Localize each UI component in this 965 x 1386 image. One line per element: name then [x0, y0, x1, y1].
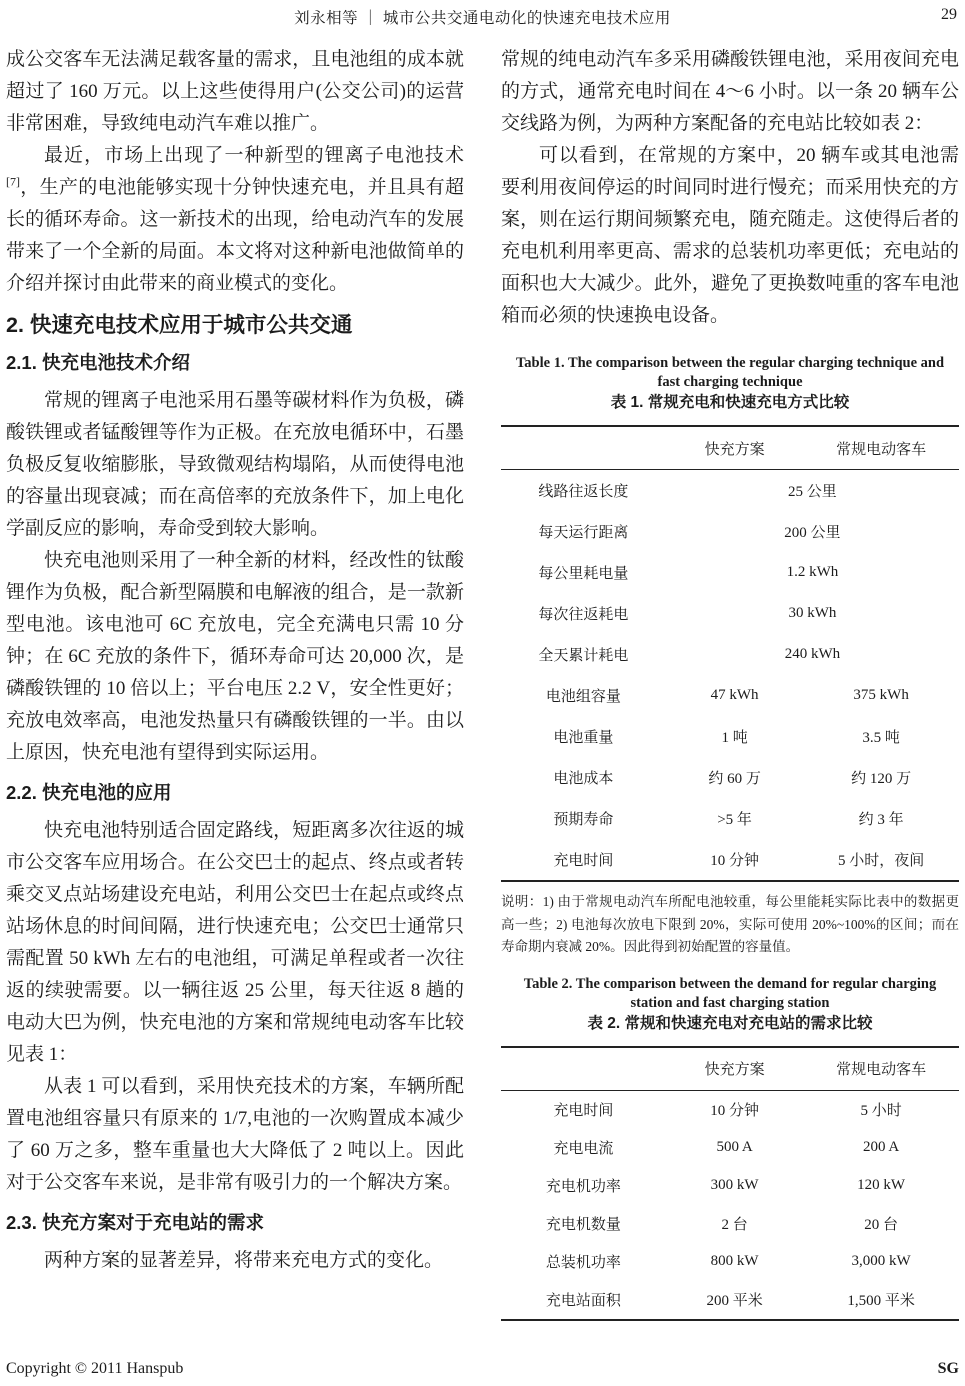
paragraph: 快充电池则采用了一种全新的材料，经改性的钛酸锂作为负极，配合新型隔膜和电解液的组合，是一款新型电池。该电池可 6C 充放电，完全充满电只需 10 分钟；在 6C 充放的条件下，循环寿命可达 20,000 次，是磷酸铁锂的 10 倍以上；平台电压 2.2 V，安全性更好；充放电效率高，电池发热量只有磷酸铁锂的一半。由以上原因，快充电池有望得到实际运用。: [6, 550, 464, 763]
row-value-regular: 约 3 年: [858, 812, 904, 828]
paragraph-continuation: 成公交客车无法满足载客量的需求，且电池组的成本就超过了 160 万元。以上这些使得用户(公交公司)的运营非常困难，导致纯电动汽车难以推广。: [6, 49, 464, 134]
table-row: [501, 798, 959, 839]
table-row: [501, 716, 959, 757]
subsection-heading-2-3: 2.3. 快充方案对于充电站的需求: [6, 1212, 264, 1233]
subsection-heading-2-1: 2.1. 快充电池技术介绍: [6, 352, 190, 373]
table1-caption-chinese: 表 1. 常规充电和快速充电方式比较: [610, 394, 850, 411]
row-label: 线路往返长度: [538, 484, 629, 500]
table-row: [501, 1243, 959, 1281]
row-value-regular: 约 120 万: [851, 771, 912, 787]
table1-comparison-charging-technique: [501, 425, 959, 882]
row-value-span: 25 公里: [788, 484, 837, 500]
row-value-regular: 3,000 kW: [851, 1253, 911, 1269]
table-row: [501, 1129, 959, 1167]
section-heading-2: 2. 快速充电技术应用于城市公共交通: [6, 313, 353, 337]
right-column: [501, 44, 959, 1321]
row-label: 充电机功率: [545, 1179, 621, 1195]
copyright-notice: Copyright © 2011 Hanspub: [6, 1360, 184, 1377]
subsection-heading-2-2: 2.2. 快充电池的应用: [6, 782, 172, 803]
paragraph: 快充电池特别适合固定路线，短距离多次往返的城市公交客车应用场合。在公交巴士的起点、终点或者转乘交叉点站场建设充电站，利用公交巴士在起点或终点站场休息的时间间隔，进行快速充电；公交巴士通常只需配置 50 kWh 左右的电池组，可满足单程或者一次往返的续驶需要。以一辆往返 25 公里，每天往返 8 趟的电动大巴为例，快充电池的方案和常规纯电动客车比较见表 1：: [6, 820, 464, 1065]
row-label: 电池重量: [553, 730, 614, 746]
page-number: 29: [941, 6, 957, 23]
table2-caption-english: Table 2. The comparison between the demand for regular charging station and fast charging station: [523, 975, 937, 1011]
row-label: 电池成本: [553, 771, 614, 787]
table-row: [501, 1205, 959, 1243]
row-label: 充电电流: [553, 1141, 614, 1157]
row-label: 每次往返耗电: [538, 607, 629, 623]
row-value-fast: 2 台: [721, 1217, 748, 1233]
row-value-regular: 120 kW: [857, 1177, 906, 1193]
table-header-fast: 快充方案: [666, 426, 803, 470]
paragraph-continuation: 常规的纯电动汽车多采用磷酸铁锂电池，采用夜间充电的方式，通常充电时间在 4～6 小时。以一条 20 辆车公交线路为例，为两种方案配备的充电站比较如表 2：: [501, 49, 959, 134]
row-value-fast: 300 kW: [710, 1177, 759, 1193]
table-row: [501, 634, 959, 675]
table-row: [501, 511, 959, 552]
table1-caption-english: Table 1. The comparison between the regular charging technique and fast charging technique: [515, 355, 945, 390]
row-label: 充电时间: [553, 853, 614, 869]
row-value-fast: >5 年: [717, 812, 752, 828]
row-label: 总装机功率: [545, 1255, 621, 1271]
row-value-regular: 3.5 吨: [862, 730, 900, 746]
row-value-fast: 200 平米: [706, 1293, 763, 1309]
table-row: [501, 552, 959, 593]
paragraph-with-citation: [6, 140, 464, 300]
paragraph: 可以看到，在常规的方案中，20 辆车或其电池需要利用夜间停运的时间同时进行慢充；而采用快充的方案，则在运行期间频繁充电，随充随走。这使得后者的充电机利用率更高、需求的总装机功率更低；充电站的面积也大大减少。此外，避免了更换数吨重的客车电池箱而必须的快速换电设备。: [501, 145, 959, 326]
row-label: 充电时间: [553, 1103, 614, 1119]
paragraph-text: ，生产的电池能够实现十分钟快速充电，并且具有超长的循环寿命。这一新技术的出现，给电动汽车的发展带来了一个全新的局面。本文将对这种新电池做简单的介绍并探讨由此带来的商业模式的变化。: [6, 177, 464, 294]
table-header-row: [501, 426, 959, 470]
row-value-fast: 1 吨: [721, 730, 748, 746]
table-header-fast: 快充方案: [666, 1047, 803, 1091]
table-row: [501, 470, 959, 512]
row-value-span: 200 公里: [784, 525, 841, 541]
row-label: 预期寿命: [553, 812, 614, 828]
table-header-regular: 常规电动客车: [803, 1047, 959, 1091]
table-row: [501, 593, 959, 634]
row-label: 每天运行距离: [538, 525, 629, 541]
row-value-fast: 47 kWh: [710, 687, 759, 703]
citation-ref-7: [7]: [6, 174, 20, 189]
table2-caption-chinese: 表 2. 常规和快速充电对充电站的需求比较: [587, 1014, 873, 1032]
row-label: 电池组容量: [545, 689, 621, 705]
table-row: [501, 1167, 959, 1205]
table-header-empty: [501, 426, 666, 470]
row-value-fast: 10 分钟: [710, 853, 759, 869]
row-value-regular: 1,500 平米: [847, 1293, 915, 1309]
table-row: [501, 757, 959, 798]
row-value-regular: 375 kWh: [853, 687, 909, 703]
row-value-fast: 10 分钟: [710, 1103, 759, 1119]
row-value-fast: 约 60 万: [708, 771, 761, 787]
row-label: 充电机数量: [545, 1217, 621, 1233]
left-column: [6, 44, 464, 1277]
row-label: 充电站面积: [545, 1293, 621, 1309]
table-row: [501, 675, 959, 716]
table-header-regular: 常规电动客车: [803, 426, 959, 470]
table-row: [501, 1090, 959, 1129]
table2-comparison-charging-station: [501, 1046, 959, 1321]
row-label: 全天累计耗电: [538, 648, 629, 664]
paragraph: 两种方案的显著差异，将带来充电方式的变化。: [44, 1250, 444, 1271]
page-footer: [0, 1358, 965, 1378]
row-value-span: 1.2 kWh: [786, 564, 839, 580]
row-value-fast: 500 A: [716, 1139, 753, 1155]
row-value-span: 30 kWh: [788, 605, 837, 621]
table-row: [501, 1281, 959, 1320]
page-header: [0, 6, 965, 36]
row-value-regular: 5 小时，夜间: [838, 853, 925, 869]
table1-note: 说明：1) 由于常规电动汽车所配电池较重，每公里能耗实际比表中的数据更高一些；2) 电池每次放电下限到 20%，实际可使用 20%~100%的区间；而在寿命期内衰减 20%。因此得到初始配置的容量值。: [501, 894, 959, 954]
table-header-row: [501, 1047, 959, 1091]
paragraph: 常规的锂离子电池采用石墨等碳材料作为负极，磷酸铁锂或者锰酸锂等作为正极。在充放电循环中，石墨负极反复收缩膨胀，导致微观结构塌陷，从而使得电池的容量出现衰减；而在高倍率的充放条件下，加上电化学副反应的影响，寿命受到较大影响。: [6, 390, 464, 539]
journal-mark: SG: [937, 1360, 959, 1377]
paragraph: 从表 1 可以看到，采用快充技术的方案，车辆所配置电池组容量只有原来的 1/7,电池的一次购置成本减少了 60 万之多，整车重量也大大降低了 2 吨以上。因此对于公交客车来说，是非常有吸引力的一个解决方案。: [6, 1076, 464, 1193]
running-title: 刘永相等 ｜ 城市公共交通电动化的快速充电技术应用: [294, 10, 671, 27]
table-header-empty: [501, 1047, 666, 1091]
row-value-regular: 20 台: [864, 1217, 899, 1233]
row-value-regular: 5 小时: [860, 1103, 902, 1119]
row-label: 每公里耗电量: [538, 566, 629, 582]
table-row: [501, 839, 959, 881]
row-value-regular: 200 A: [863, 1139, 900, 1155]
row-value-fast: 800 kW: [710, 1253, 759, 1269]
row-value-span: 240 kWh: [784, 646, 841, 662]
paragraph-text: 最近，市场上出现了一种新型的锂离子电池技术: [44, 145, 464, 166]
